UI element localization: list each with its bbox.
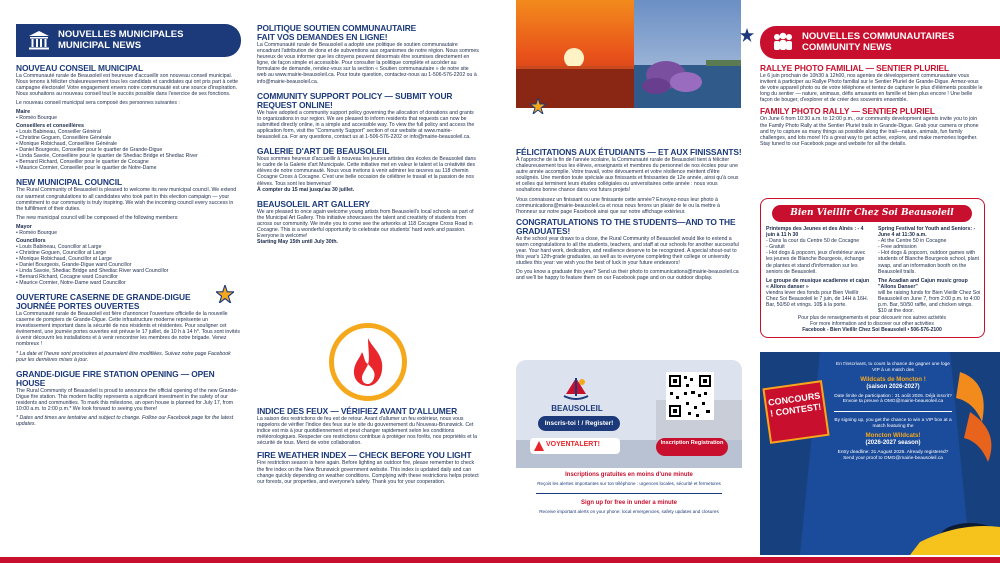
voyent-en-subtext: Receive important alerts on your phone: local emergencies, safety updates and closures — [539, 508, 719, 514]
voyent-en-headline: Sign up for free in under a minute — [580, 499, 677, 506]
municipal-column — [16, 64, 241, 434]
voyent-brand-text: VOYENTALERT! — [546, 441, 600, 448]
gallery-fr-paragraph: Nous sommes heureux d'accueillir à nouveau les jeunes artistes des écoles de Beausoleil dans le cadre de la Galerie d'art Municipale. Cette initiative met en valeur le talent et la créativité des élèves de notre communauté. Nous vous invitons à venir admirer les œuvres au 118 chemin Cocagne Cross à Cocagne. C'est une belle occasion de célébrer le travail et la passion de nos élèves. Tous sont les bienvenus! — [257, 156, 476, 187]
list-item: • Monique Robichaud, Councillor at Large — [16, 256, 241, 262]
bvcs-footer-contact: Facebook - Bien Vieillir Chez Soi Beausoleil • 506-576-2100 — [802, 327, 942, 333]
grads-en-paragraph-2: Do you know a graduate this year? Send us their photo to communications@mairie-beausoleil.ca and we'll be happy to feature them on our Facebook page and on our outdoor display. — [516, 269, 739, 282]
bottom-bar — [0, 557, 1000, 563]
photo-rally-section — [760, 64, 985, 154]
list-item: • Louis Babineau, Councillor at Large — [16, 244, 241, 250]
register-button[interactable]: Inscris-toi ! / Register! — [538, 416, 620, 431]
policy-column — [257, 24, 479, 252]
fire-index-en-paragraph: Fire restriction season is here again. Before lighting an outdoor fire, please remember to check the fire index on the New Brunswick government website. This index is updated daily and can change quickly depending on weather conditions. Complying with these restrictions helps protect our forests, our properties, and everyone's safety. Thank you for your cooperation. — [257, 460, 479, 485]
rally-fr-title: RALLYE PHOTO FAMILIAL — SENTIER PLURIEL — [760, 63, 950, 73]
bvcs-en-item-line: will be raising funds for Bien Vieillir Chez Soi Beausoleil on June 7, from 2:00 p.m. to 4:00 p.m. Bar, 50/50 raffle, and chicken wings. $10 at the door. — [878, 289, 981, 315]
sunset-photo — [516, 0, 741, 108]
list-item: • Linda Savoie, Conseillère pour le quartier de Shediac Bridge et Shediac River — [16, 153, 241, 159]
council-en-intro: The new municipal council will be composed of the following members: — [16, 214, 179, 221]
graduates-section — [516, 148, 742, 289]
mayor-label-fr: Maire — [16, 109, 31, 116]
bien-vieillir-fr-column — [766, 226, 870, 308]
fire-station-en-note: * Dates and times are tentative and subject to change. Follow our Facebook page for the latest updates. — [16, 415, 234, 428]
voyent-brand-badge — [530, 438, 620, 454]
voyent-alert-icon — [534, 441, 544, 451]
list-item: • Christine Goguen, Conseillère Générale — [16, 135, 241, 141]
list-item: • Maurice Cormier, Notre-Dame ward Councillor — [16, 280, 241, 286]
star-icon — [740, 28, 754, 42]
community-people-icon — [772, 32, 794, 52]
bien-vieillir-en-column — [878, 226, 982, 314]
rally-en-paragraph: On June 6 from 10:30 a.m. to 12:00 p.m., our community development agents invite you to join the Family Photo Rally at the Sentier Pluriel trails in Grande-Digue. Grab your camera or phone and try to capture as many things as possible along the trail—nature, animals, fun family challenges, and lots more! It's a great way to get active, explore, and make memories together. Stay tuned to our Facebook page and website for all the details. — [760, 116, 979, 147]
bvcs-fr-item-line: - Hot dogs & popcorn, jeux d'extérieur avec les jeunes de Blanche Bourgeois, échange de plantes et stand d'information sur les seniors de Beausoleil. — [766, 250, 866, 275]
bvcs-fr-item-line: - Gratuit — [766, 244, 785, 251]
grads-en-title: CONGRATULATIONS TO THE STUDENTS—AND TO THE GRADUATES! — [516, 216, 736, 236]
rally-fr-paragraph: Le 6 juin prochain de 10h30 à 12h00, nos agentes de développement communautaire vous invitent à participer au Rallye Photo familial sur le Sentier Pluriel de Grande-Digue. Armez-vous de votre appareil photo ou de votre téléphone et tentez de capturer le plus d'éléments possible le long du sentier — nature, animaux, défis amusants en famille et bien plus encore ! Une belle façon de bouger, d'explorer et de créer des souvenirs ensemble. — [760, 73, 983, 104]
banner-title-en: COMMUNITY NEWS — [802, 42, 892, 53]
fire-station-en-paragraph: The Rural Community of Beausoleil is proud to announce the official opening of the new Grande-Digue fire station. This modern facility represents a significant investment in the safety of our residents and communities. To mark this milestone, an open house is planned for July 17, from 10:00 a.m. to 2:00 p.m.* We look forward to seeing you there! — [16, 387, 238, 412]
council-fr-title: NOUVEAU CONSEIL MUNICIPAL — [16, 63, 144, 73]
bien-vieillir-title: Bien Vieillir Chez Soi Beausoleil — [772, 205, 972, 222]
fire-station-fr-paragraph: La Communauté rurale de Beausoleil est fière d'annoncer l'ouverture officielle de la nouvelle caserne de pompiers de Grande-Digue. Cette infrastructure moderne représente un investissement important dans la sécurité de nos résidents et résidentes. Pour souligner cet événement, une journée portes ouvertes est prévue le 17 juillet, de 10 h à 14 h*. Tous sont invités à venir découvrir les installations et à venir rencontrer les membres de notre brigade. Venez nombreux ! — [16, 310, 240, 348]
gallery-en-dates: Starting May 15th until July 30th. — [257, 239, 338, 246]
contest-badge: CONCOURS ! CONTEST! — [762, 380, 829, 444]
bvcs-en-item-line: - Free admission — [878, 244, 917, 251]
councillors-label-en: Councillors — [16, 237, 46, 244]
bvcs-en-item-line: - Hot dogs & popcorn, outdoor games with students of Blanche Bourgeois school, plant swap, and an information booth on the Beausoleil trails. — [878, 250, 979, 275]
list-item: • Maurice Cormier, Conseiller pour le quartier de Notre-Dame — [16, 165, 241, 171]
council-en-paragraph: The Rural Community of Beausoleil is pleased to welcome its new municipal council. We extend our warmest congratulations to all candidates who took part in this election campaign — your commitment to our community is truly inspiring. We wish the incoming council every success in the fulfillment of their duties. — [16, 187, 237, 212]
bvcs-en-item-line: - At the Centre 50 in Cocagne — [878, 238, 947, 245]
bvcs-footer-fr: Pour plus de renseignements et pour découvrir nos autres activités — [797, 315, 947, 321]
bvcs-en-item-title: Spring Festival for Youth and Seniors: - June 4 at 11:30 a.m. — [878, 226, 976, 239]
municipal-news-banner — [16, 24, 241, 57]
contest-fr-team: Wildcats de Moncton ! — [860, 375, 926, 383]
contest-text — [834, 362, 952, 461]
fire-index-section — [257, 407, 479, 492]
bvcs-footer-en: For more information and to discover our other activities — [810, 321, 934, 327]
gallery-fr-dates: À compter du 15 mai jusqu'au 30 juillet. — [257, 186, 355, 193]
bvcs-fr-item-title: Le groupe de musique acadienne et cajun « Allons danser » — [766, 277, 870, 290]
policy-fr-title — [257, 24, 479, 42]
city-hall-icon — [28, 30, 50, 50]
fire-station-fr-title — [16, 293, 241, 311]
bvcs-fr-item-line: - Dans la cour du Centre 50 de Cocagne — [766, 238, 860, 245]
mayor-label-en: Mayor — [16, 223, 32, 230]
contest-en-intro: By signing up, you get the chance to win a VIP box at a match featuring the — [834, 418, 952, 429]
fire-index-fr-title: INDICE DES FEUX — VÉRIFIEZ AVANT D'ALLUMER — [257, 406, 458, 416]
contest-fr-details: Date limite de participation : 31 août 2026. Déjà inscrit? Envoie ta preuve à OMG@mairie-beausoleil.ca — [834, 393, 952, 405]
councillors-list-en — [16, 244, 241, 286]
bien-vieillir-footer — [766, 315, 978, 333]
list-item: • Daniel Bourgeois, Conseiller pour le quartier de Grande-Digue — [16, 147, 241, 153]
council-fr-intro: Le nouveau conseil municipal sera composé des personnes suivantes : — [16, 100, 180, 107]
policy-en-paragraph: We have adopted a community support policy governing the allocation of donations and grants to organizations in our region. We are pleased to inform residents that requests can now be submitted directly online, in a simple and accessible way. To view the full policy and access the application form, visit the "Community Support" section of our website at www.mairie-beausoleil.ca. For any questions, contact us at 1-506-576-2202 or info@mairie-beausoleil.ca. — [257, 109, 475, 141]
mayor-name-fr: • Roméo Bourque — [16, 115, 241, 121]
community-news-banner — [760, 26, 1000, 59]
list-item: • Louis Babineau, Conseiller Général — [16, 129, 241, 135]
banner-title-fr: NOUVELLES MUNICIPALES — [58, 29, 184, 40]
councillors-label-fr: Conseillers et conseillères — [16, 123, 85, 130]
bvcs-en-item-title: The Acadian and Cajun music group "Allons Danser" — [878, 277, 968, 290]
voyent-fr-headline: Inscriptions gratuites en moins d'une minute — [565, 472, 693, 478]
list-item: • Christine Goguen, Councillor at Large — [16, 250, 241, 256]
gallery-fr-title: GALERIE D'ART DE BEAUSOLEIL — [257, 146, 390, 157]
contest-fr-season: (saison 2026-2027) — [866, 383, 920, 390]
councillors-list-fr — [16, 129, 241, 171]
fire-station-fr-title-line2: JOURNÉE PORTES OUVERTES — [16, 300, 140, 311]
contest-en-season: (2026-2027 season) — [865, 439, 921, 446]
bvcs-fr-item-title: Printemps des Jeunes et des Aînés : - 4 juin à 11 h 30 — [766, 226, 864, 239]
list-item: • Daniel Bourgeois, Grande-Digue ward Councillor — [16, 262, 241, 268]
beausoleil-logo-icon — [562, 376, 590, 402]
fire-station-en-title: GRANDE-DIGUE FIRE STATION OPENING — OPEN HOUSE — [16, 368, 215, 388]
council-fr-paragraph: La Communauté rurale de Beausoleil est heureuse d'accueillir son nouveau conseil municipal. Nous tenons à féliciter chaleureusement tous les candidats et candidates qui ont pris part à cette campagne électorale! Votre engagement envers notre communauté est une source d'inspiration. Nous souhaitons au nouveau conseil tout le succès possible dans l'exercice de ses fonctions. — [16, 73, 239, 98]
wildcats-contest-ad — [760, 352, 1000, 555]
policy-fr-title-line2: FAIT VOS DEMANDES EN LIGNE! — [257, 32, 388, 42]
fire-index-fr-paragraph: La saison des restrictions de feu est de retour. Avant d'allumer un feu extérieur, nous vous rappelons de vérifier l'indice des feux sur le site du gouvernement du Nouveau-Brunswick. Cet indice est mis à jour quotidiennement et peut changer rapidement selon les conditions météorologiques. Respecter ces restrictions contribue à protéger nos forêts, nos propriétés et la sécurité de tous. Merci de votre collaboration. — [257, 416, 478, 447]
policy-fr-title-line1: POLITIQUE SOUTIEN COMMUNAUTAIRE — [257, 23, 417, 33]
fire-station-fr-title-line1: OUVERTURE CASERNE DE GRANDE-DIGUE — [16, 291, 191, 302]
contest-fr-intro: En t'inscrivant, tu cours la chance de gagner une loge VIP à un match des — [836, 362, 950, 373]
star-icon — [530, 98, 546, 114]
grads-fr-title: FÉLICITATIONS AUX ÉTUDIANTS — ET AUX FINISSANTS! — [516, 147, 742, 157]
inscription-registration-button[interactable]: Inscription Registration — [656, 438, 728, 456]
voyent-fr-subtext: Reçois les alertes importantes sur ton téléphone : urgences locales, sécurité et fermetures — [537, 481, 721, 486]
gallery-en-title: BEAUSOLEIL ART GALLERY — [257, 198, 370, 209]
policy-fr-paragraph: La Communauté rurale de Beausoleil a adopté une politique de soutien communautaire encadrant l'attribution de dons et de subventions aux organismes de notre région. Nous sommes heureux de vous informer que les citoyens peuvent désormais être soumises directement en ligne, de façon simple et accessible. Pour consulter la politique complète et accéder au formulaire de demande, rendez-vous sur la section « Soutien communautaire » de notre site web au www.mairie-beausoleil.ca. Pour toute question, contactez-nous au 1-506-576-2202 ou à info@mairie-beausoleil.ca. — [257, 42, 479, 85]
qr-code[interactable] — [666, 372, 714, 420]
list-item: • Bernard Richard, Cocagne ward Councillor — [16, 274, 241, 280]
list-item: • Bernard Richard, Conseiller pour le quartier de Cocagne — [16, 159, 241, 165]
council-en-title: NEW MUNICIPAL COUNCIL — [16, 177, 122, 188]
rally-en-title: FAMILY PHOTO RALLY — SENTIER PLURIEL — [760, 106, 935, 117]
fire-station-fr-note: * La date et l'heure sont provisoires et pourraient être modifiées. Suivez notre page Facebook pour les dernières mises à jour. — [16, 350, 231, 363]
gallery-en-paragraph: We are pleased to once again welcome young artists from Beausoleil's local schools as part of the Municipal Art Gallery. This initiative showcases the talent and creativity of students from across our community. We invite you to come see the artworks at 118 Cocagne Cross Road in Cocagne. This is a wonderful opportunity to celebrate our students' hard work and passion. Everyone is welcome! — [257, 208, 474, 240]
list-item: • Monique Robichaud, Conseillère Générale — [16, 141, 241, 147]
contest-en-team: Moncton Wildcats! — [865, 431, 921, 439]
fire-index-en-title: FIRE WEATHER INDEX — CHECK BEFORE YOU LIGHT — [257, 450, 472, 461]
voyent-alert-ad — [516, 360, 742, 555]
bvcs-fr-item-line: viendra lever des fonds pour Bien Vieillir Chez Soi Beausoleil le 7 juin, de 14H à 16H. Bar, 50/50 et vrings. 10$ à la porte. — [766, 289, 869, 309]
banner-title-en: MUNICIPAL NEWS — [58, 40, 142, 51]
fire-warning-icon — [329, 323, 407, 401]
banner-title-fr: NOUVELLES COMMUNAUTAIRES — [802, 31, 955, 42]
grads-fr-paragraph-2: Vous connaissez un finissant ou une finissante cette année? Envoyez-nous leur photo à communications@mairie-beausoleil.ca et nous nous ferons un plaisir de le ou la mettre à l'honneur sur notre page Facebook ainsi que sur notre affichage extérieur. — [516, 196, 720, 215]
grads-fr-paragraph: À l'approche de la fin de l'année scolaire, la Communauté rurale de Beausoleil tient à féliciter chaleureusement tous les élèves, enseignants et membres du personnel de nos écoles pour une autre année accomplie. Votre travail, votre dévouement et votre résilience méritent d'être soulignés. Une mention toute spéciale aux finissants et finissantes de 12e année, ainsi qu'à ceux et celles qui terminent leurs études collégiales ou universitaires cette année : nous vous souhaitons bonne chance dans vos futurs projets! — [516, 157, 739, 194]
beausoleil-logo-text: BEAUSOLEIL — [551, 404, 603, 413]
list-item: • Linda Savoie, Shediac Bridge and Shediac River ward Councillor — [16, 268, 241, 274]
policy-en-title: COMMUNITY SUPPORT POLICY — SUBMIT YOUR REQUEST ONLINE! — [257, 90, 453, 110]
contest-en-details: Entry deadline: 31 August 2026. Already registered? Send your proof to OMG@mairie-beausoleil.ca — [837, 449, 949, 461]
grads-en-paragraph: As the school year draws to a close, the Rural Community of Beausoleil would like to extend a warm congratulations to all the students, teachers, and staff at our schools for another successful year. Your hard work, dedication, and resilience deserve to be recognized. A special shout-out to this year's 12th-grade graduates, as well as to everyone completing their college or university studies this year: we wish you the best of luck in your future endeavors! — [516, 235, 739, 267]
star-icon — [216, 285, 234, 303]
mayor-name-en: • Roméo Bourque — [16, 230, 241, 236]
